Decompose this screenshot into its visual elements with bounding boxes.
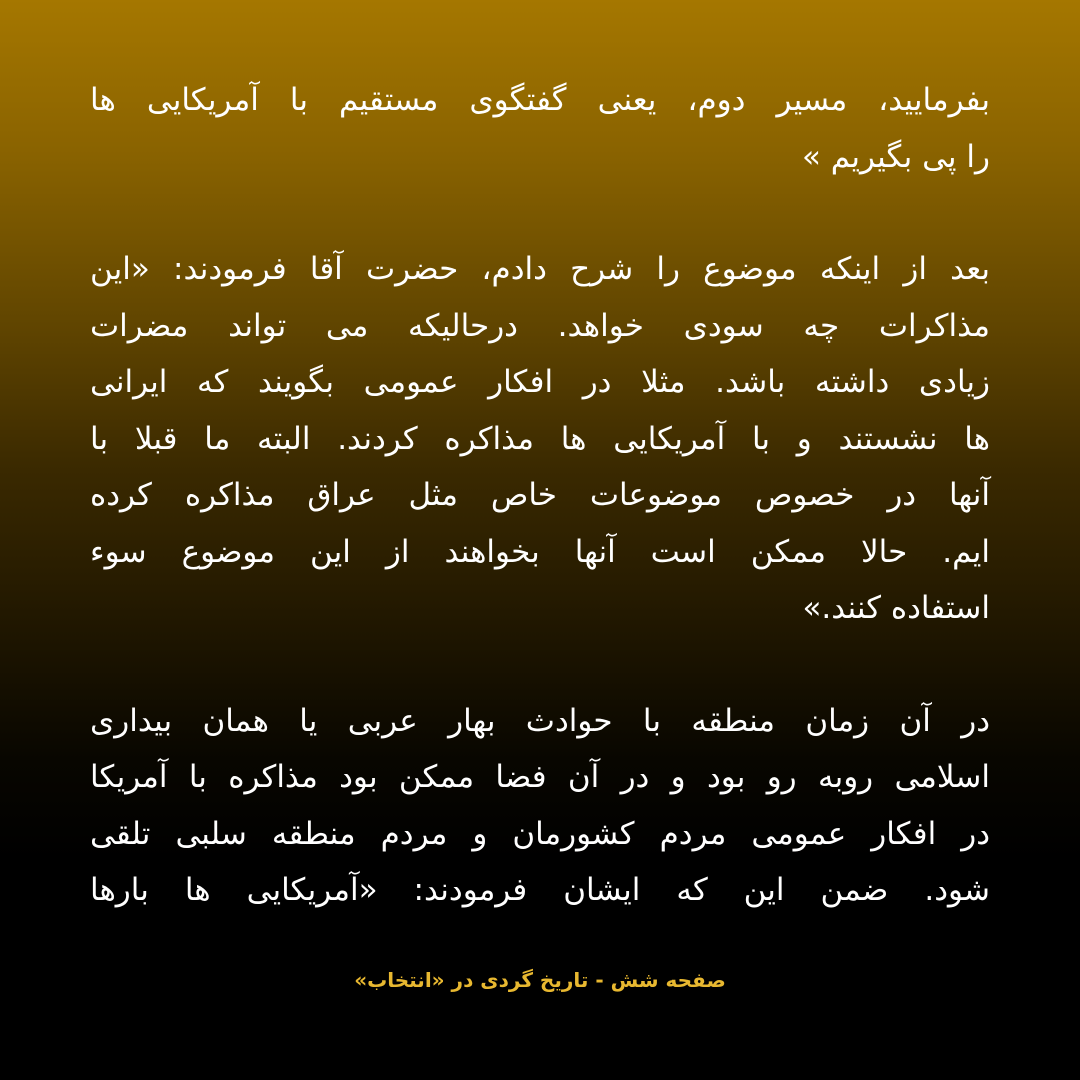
text-line: زیادی داشته باشد. مثلا در افکار عمومی بگویند که ایرانی xyxy=(90,364,990,400)
text-line: ایم. حالا ممکن است آنها بخواهند از این موضوع سوء xyxy=(90,533,990,570)
paragraph-3 xyxy=(90,693,990,919)
text-line: مذاکرات چه سودی خواهد. درحالیکه می تواند مضرات xyxy=(90,307,990,344)
paragraph-2 xyxy=(90,241,990,637)
text-line: ها نشستند و با آمریکایی ها مذاکره کردند. البته ما قبلا با xyxy=(90,420,990,457)
text-line: آنها در خصوص موضوعات خاص مثل عراق مذاکره کرده xyxy=(90,477,990,513)
text-line: بعد از اینکه موضوع را شرح دادم، حضرت آقا فرمودند: «این xyxy=(90,251,990,287)
paragraph-1 xyxy=(90,72,990,185)
page-caption: صفحه شش - تاریخ گردی در «انتخاب» xyxy=(354,968,726,992)
text-line: استفاده کنند.» xyxy=(802,590,990,626)
text-line: بفرمایید، مسیر دوم، یعنی گفتگوی مستقیم با آمریکایی ها xyxy=(90,82,990,118)
text-line: شود. ضمن این که ایشان فرمودند: «آمریکایی ها بارها xyxy=(90,872,990,908)
text-line: در افکار عمومی مردم کشورمان و مردم منطقه سلبی تلقی xyxy=(90,815,990,852)
page-body xyxy=(90,72,990,919)
text-line: را پی بگیریم » xyxy=(801,138,990,175)
text-line: در آن زمان منطقه با حوادث بهار عربی یا همان بیداری xyxy=(90,702,990,739)
text-line: اسلامی روبه رو بود و در آن فضا ممکن بود مذاکره با آمریکا xyxy=(90,759,990,795)
